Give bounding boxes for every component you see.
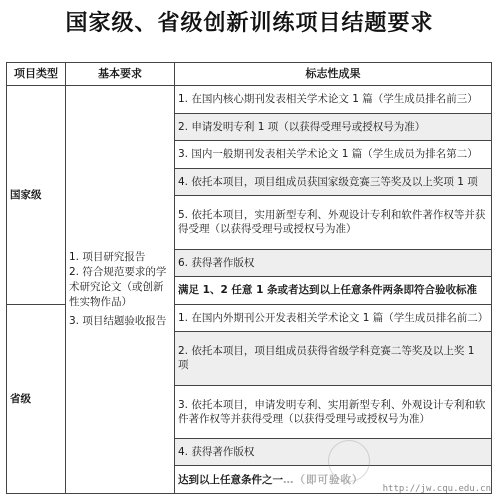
level-national: 国家级 <box>7 86 66 305</box>
basic-item: 3. 项目结题验收报告 <box>69 315 167 327</box>
basic-item: 1. 项目研究报告 <box>69 251 146 263</box>
seal-stamp-icon <box>328 440 370 482</box>
provincial-condition-tail: …（即可验收） <box>283 473 364 486</box>
page-title: 国家级、省级创新训练项目结题要求 <box>65 10 434 36</box>
national-item: 6. 获得著作版权 <box>175 249 492 277</box>
national-item: 1. 在国内核心期刊发表相关学术论文 1 篇（学生成员排名前三） <box>175 86 492 114</box>
provincial-condition-text: 达到以上任意条件之一 <box>178 473 283 486</box>
basic-item: 2. 符合规范要求的学术研究论文（或创新性实物作品） <box>69 266 167 308</box>
basic-requirements-cell <box>66 86 175 494</box>
national-item: 2. 申请发明专利 1 项（以获得受理号或授权号为准） <box>175 113 492 141</box>
header-project-type: 项目类型 <box>7 63 66 86</box>
provincial-item: 1. 在国内外期刊公开发表相关学术论文 1 篇（学生成员排名前二） <box>175 304 492 332</box>
national-item: 5. 依托本项目，实用新型专利、外观设计专利和软件著作权等并获得受理（以获得受理号或授权号为准） <box>175 196 492 249</box>
provincial-item: 2. 依托本项目，项目组成员获得省级学科竞赛二等奖及以上奖 1 项 <box>175 332 492 385</box>
national-item: 3. 国内一般期刊发表相关学术论文 1 篇（学生成员为排名第二） <box>175 141 492 169</box>
header-basic-requirements: 基本要求 <box>66 63 175 86</box>
level-provincial: 省级 <box>7 304 66 493</box>
table-header-row <box>7 63 492 86</box>
provincial-item: 4. 获得著作版权 <box>175 438 492 466</box>
watermark-url: http://jw.cqu.edu.cn <box>382 484 491 494</box>
table-row <box>7 86 492 114</box>
provincial-item: 3. 依托本项目，申请发明专利、实用新型专利、外观设计专利和软件著作权等并获得受理（以获得受理号或授权号为准） <box>175 385 492 438</box>
national-condition: 满足 1、2 任意 1 条或者达到以上任意条件两条即符合验收标准 <box>175 277 492 305</box>
requirements-table <box>6 62 492 494</box>
header-landmark-results: 标志性成果 <box>175 63 492 86</box>
national-item: 4. 依托本项目，项目组成员获国家级竞赛三等奖及以上奖项 1 项 <box>175 168 492 196</box>
